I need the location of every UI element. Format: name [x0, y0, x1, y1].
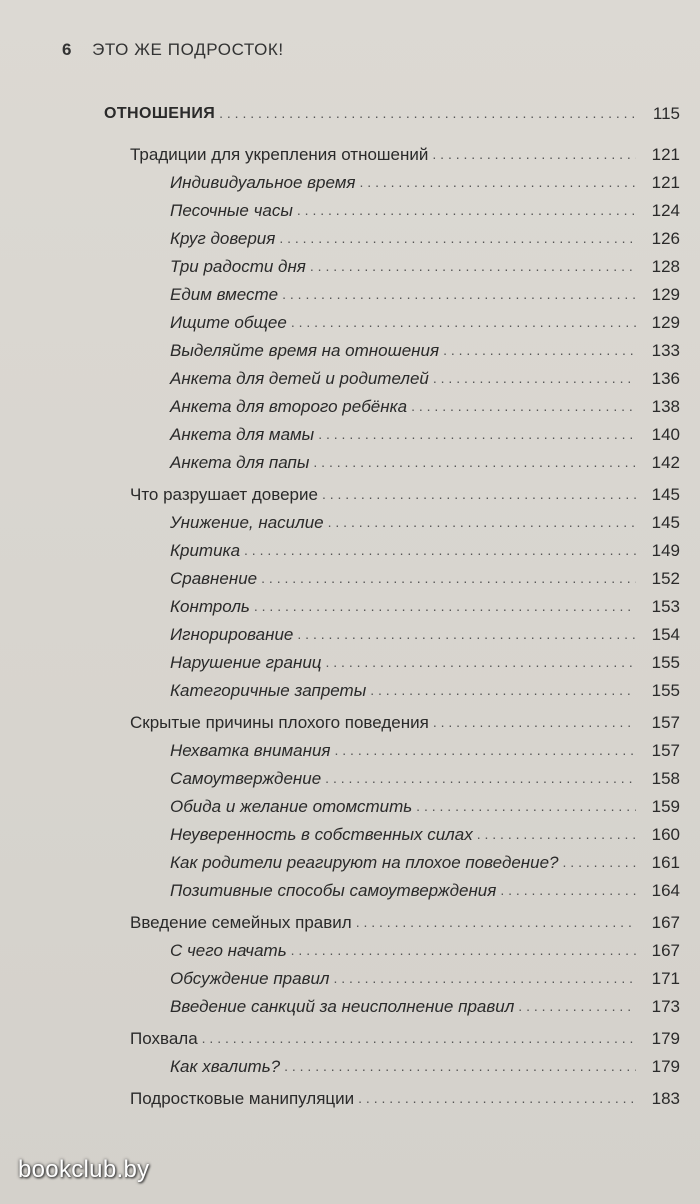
- toc-entry-page: 183: [651, 1089, 680, 1108]
- toc-entry-page: 140: [651, 425, 680, 444]
- toc-leader-dots: [313, 452, 636, 472]
- toc-leader-dots: [432, 144, 636, 164]
- toc-entry-page: 149: [651, 541, 680, 560]
- book-title: ЭТО ЖЕ ПОДРОСТОК!: [92, 40, 284, 59]
- toc-entry-page: 138: [651, 397, 680, 416]
- toc-entry: [170, 197, 680, 221]
- toc-entry: [130, 1085, 680, 1109]
- toc-entry-title: Нехватка внимания: [170, 741, 331, 760]
- toc-entry-title: Подростковые манипуляции: [130, 1089, 355, 1108]
- toc-entry-title: Анкета для детей и родителей: [170, 369, 429, 388]
- toc-entry: [170, 169, 680, 193]
- toc-entry-page: 145: [651, 513, 680, 532]
- toc-leader-dots: [310, 256, 636, 276]
- toc-entry: [170, 537, 680, 561]
- toc-entry-title: Едим вместе: [170, 285, 279, 304]
- toc-leader-dots: [284, 1056, 636, 1076]
- toc-leader-dots: [443, 340, 636, 360]
- toc-entry-page: 159: [651, 797, 680, 816]
- toc-leader-dots: [322, 484, 636, 504]
- toc-leader-dots: [279, 228, 636, 248]
- toc-entry: [170, 649, 680, 673]
- toc-entry-page: 133: [651, 341, 680, 360]
- toc-leader-dots: [328, 512, 636, 532]
- toc-entry-page: 126: [651, 229, 680, 248]
- toc-entry-page: 173: [651, 997, 680, 1016]
- toc-entry: [130, 1025, 680, 1049]
- toc-entry-page: 155: [651, 653, 680, 672]
- toc-entry-title: Похвала: [130, 1029, 198, 1048]
- toc-entry: [170, 621, 680, 645]
- toc-leader-dots: [334, 968, 637, 988]
- toc-entry: [170, 593, 680, 617]
- toc-entry-page: 129: [651, 313, 680, 332]
- toc-entry: [170, 993, 680, 1017]
- toc-entry: [170, 309, 680, 333]
- toc-entry-title: Категоричные запреты: [170, 681, 367, 700]
- toc-entry: [170, 421, 680, 445]
- toc-entry: [130, 709, 680, 733]
- toc-entry-page: 171: [651, 969, 680, 988]
- toc-entry-title: ОТНОШЕНИЯ: [104, 105, 216, 122]
- toc-entry-page: 164: [651, 881, 680, 900]
- toc-entry-page: 167: [651, 913, 680, 932]
- toc-entry-title: Нарушение границ: [170, 653, 322, 672]
- toc-entry: [170, 393, 680, 417]
- toc-leader-dots: [356, 912, 636, 932]
- toc-entry: [170, 225, 680, 249]
- toc-entry-page: 154: [651, 625, 680, 644]
- toc-entry: [170, 937, 680, 961]
- toc-leader-dots: [254, 596, 636, 616]
- toc-entry: [170, 737, 680, 761]
- toc-entry-page: 145: [651, 485, 680, 504]
- toc-entry: [104, 100, 680, 124]
- toc-entry-title: Обсуждение правил: [170, 969, 330, 988]
- toc-entry: [170, 337, 680, 361]
- toc-entry-title: Введение санкций за неисполнение правил: [170, 997, 515, 1016]
- toc-leader-dots: [335, 740, 637, 760]
- toc-leader-dots: [433, 368, 636, 388]
- watermark: bookclub.by: [18, 1156, 150, 1183]
- toc-entry: [170, 365, 680, 389]
- toc-entry: [170, 821, 680, 845]
- toc-entry: [130, 481, 680, 505]
- toc-leader-dots: [326, 652, 637, 672]
- toc-entry-title: Самоутверждение: [170, 769, 322, 788]
- toc-entry-title: Как хвалить?: [170, 1057, 281, 1076]
- toc-leader-dots: [291, 312, 636, 332]
- toc-entry: [130, 909, 680, 933]
- toc-entry-page: 121: [651, 145, 680, 164]
- toc-leader-dots: [500, 880, 636, 900]
- toc-entry: [170, 565, 680, 589]
- toc-entry-title: С чего начать: [170, 941, 287, 960]
- toc-entry-title: Позитивные способы самоутверждения: [170, 881, 497, 900]
- toc-entry-page: 153: [651, 597, 680, 616]
- toc-leader-dots: [518, 996, 636, 1016]
- toc-entry-title: Скрытые причины плохого поведения: [130, 713, 429, 732]
- toc-entry-title: Введение семейных правил: [130, 913, 352, 932]
- toc-entry-title: Индивидуальное время: [170, 173, 356, 192]
- toc-entry: [170, 253, 680, 277]
- toc-entry-page: 152: [651, 569, 680, 588]
- toc-leader-dots: [282, 284, 636, 304]
- toc-entry: [170, 877, 680, 901]
- toc-entry: [170, 1053, 680, 1077]
- toc-leader-dots: [325, 768, 636, 788]
- toc-leader-dots: [291, 940, 636, 960]
- toc-entry-page: 161: [651, 853, 680, 872]
- toc-leader-dots: [358, 1088, 636, 1108]
- toc-entry-page: 124: [651, 201, 680, 220]
- toc-leader-dots: [477, 824, 636, 844]
- toc-entry: [130, 141, 680, 165]
- toc-entry-title: Анкета для мамы: [170, 425, 315, 444]
- toc-entry-title: Круг доверия: [170, 229, 276, 248]
- toc-entry-title: Ищите общее: [170, 313, 287, 332]
- toc-entry-title: Выделяйте время на отношения: [170, 341, 440, 360]
- toc-entry-title: Традиции для укрепления отношений: [130, 145, 429, 164]
- toc-entry-title: Игнорирование: [170, 625, 294, 644]
- toc-entry-title: Обида и желание отомстить: [170, 797, 413, 816]
- toc-leader-dots: [563, 852, 636, 872]
- running-head: [62, 40, 284, 60]
- toc-entry-page: 129: [651, 285, 680, 304]
- toc-entry-title: Что разрушает доверие: [130, 485, 318, 504]
- toc-entry: [170, 793, 680, 817]
- toc-entry: [170, 509, 680, 533]
- toc-entry-page: 167: [651, 941, 680, 960]
- toc-entry: [170, 965, 680, 989]
- toc-leader-dots: [219, 103, 636, 123]
- toc-entry: [170, 281, 680, 305]
- toc-leader-dots: [244, 540, 636, 560]
- toc-entry-page: 157: [651, 713, 680, 732]
- toc-entry: [170, 449, 680, 473]
- toc-entry-page: 136: [651, 369, 680, 388]
- toc-leader-dots: [370, 680, 636, 700]
- toc-entry-title: Контроль: [170, 597, 250, 616]
- toc-entry-page: 121: [651, 173, 680, 192]
- toc-leader-dots: [202, 1028, 636, 1048]
- toc-entry-title: Песочные часы: [170, 201, 293, 220]
- toc-entry-title: Критика: [170, 541, 241, 560]
- toc-leader-dots: [297, 624, 636, 644]
- toc-entry: [170, 677, 680, 701]
- toc-entry-title: Унижение, насилие: [170, 513, 324, 532]
- toc-entry-title: Неуверенность в собственных силах: [170, 825, 473, 844]
- toc-entry-page: 155: [651, 681, 680, 700]
- toc-entry-page: 179: [651, 1057, 680, 1076]
- toc-entry-page: 115: [652, 104, 680, 123]
- toc-entry-page: 160: [651, 825, 680, 844]
- toc-entry: [170, 765, 680, 789]
- toc-leader-dots: [433, 712, 636, 732]
- toc-leader-dots: [297, 200, 636, 220]
- toc-entry-page: 142: [651, 453, 680, 472]
- toc-entry-page: 157: [651, 741, 680, 760]
- toc-entry-page: 128: [651, 257, 680, 276]
- toc-entry-page: 179: [651, 1029, 680, 1048]
- toc-leader-dots: [411, 396, 636, 416]
- toc-leader-dots: [318, 424, 636, 444]
- toc-entry-title: Три радости дня: [170, 257, 306, 276]
- toc-entry-title: Как родители реагируют на плохое поведение?: [170, 853, 559, 872]
- page-number: 6: [62, 40, 73, 59]
- toc-leader-dots: [416, 796, 636, 816]
- toc-entry: [170, 849, 680, 873]
- toc-entry-title: Анкета для второго ребёнка: [170, 397, 408, 416]
- toc-entry-title: Анкета для папы: [170, 453, 310, 472]
- toc-leader-dots: [360, 172, 636, 192]
- toc-leader-dots: [261, 568, 636, 588]
- toc-entry-title: Сравнение: [170, 569, 258, 588]
- toc-entry-page: 158: [651, 769, 680, 788]
